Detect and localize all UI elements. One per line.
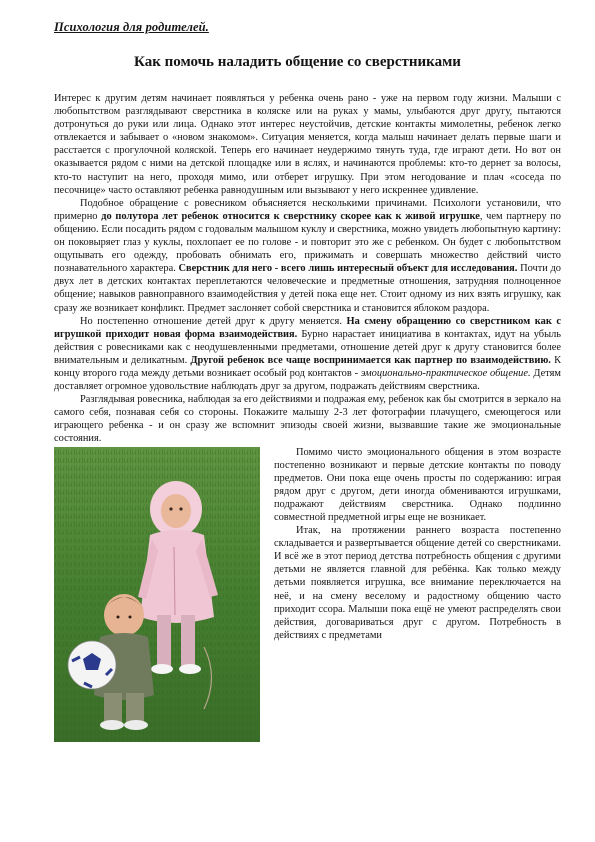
paragraph-3-bold: На смену обращению со сверстником как с игрушкой приходит новая форма взаимодействия. [54,315,561,340]
paragraph-3-text: К концу второго года между детьми возникает особый род контактов - [54,354,562,379]
soccer-ball [68,641,116,689]
paragraph-2-text: Почти до двух лет в детских контактах переплетаются человеческие и предметные отношения, затрудняя полноценное общение; навыков равноправного взаимодействия у детей пока еще нет. Стоит одному из них взять игрушку, как сразу же возникает конфликт. Предмет заслоняет собой сверстника и становится яблоком раздора. [54,263,561,314]
photo-illustration [54,447,260,742]
paragraph-4: Разглядывая ровесника, наблюдая за его действиями и подражая ему, ребенок как бы смотрится в зеркало на самого себя, познавая себя со стороны. Покажите малышу 2-3 лет фотографии плачущего, смеющегося или играющего ребенка - и он сразу же вспомнит эпизоды своей жизни, вызвавшие такие же эмоциональные состояния. [54,394,561,445]
paragraph-3-text: Бурно нарастает инициатива в контактах, идут на убыль действия с ровесниками как с неодушевленными предметами, отношение детей друг к другу становится более внимательным и деликатным. [54,328,561,366]
paragraph-2-bold: Сверстник для него - всего лишь интересный объект для исследования. [178,263,518,275]
paragraph-2-text: Подобное обращение с ровесником объясняется несколькими причинами. Психологи установили, что примерно [54,197,561,222]
paragraph-5: Помимо чисто эмоционального общения в этом возрасте постепенно возникают и первые детские контакты по поводу предметов. Они пока еще очень просты по содержанию: играя рядом друг с другом, дети иногда обмениваются игрушками, подражают действиям сверстника. Однако подлинно совместной предметной игры еще не возникает. [274,446,561,523]
paragraph-2-bold: до полутора лет ребенок относится к сверстнику скорее как к живой игрушке [101,210,480,222]
paragraph-3 [54,315,561,394]
article-body [54,92,561,742]
paragraph-1: Интерес к другим детям начинает появляться у ребенка очень рано - уже на первом году жизни. Малыши с любопытством разглядывают сверстника в коляске или на руках у мамы, улыбаются друг другу, пытаются дотронуться до руки или лица. Однако этот интерес неустойчив, детские контакты мимолетны, ребенок легко отвлекается и забывает о «новом знакомом». Ситуация меняется, когда малыш начинает делать первые шаги и расстается с прогулочной коляской. Теперь его начинает неудержимо тянуть туда, где играют дети. Но вот он оказывается рядом с ними на детской площадке или в яслях, и начинаются проблемы: кто-то дернет за волосы, кто-то наступит на него, проходя мимо, или отберет игрушку. При этом негодование и плач «соседа по песочнице» часто оставляют ребенка равнодушным или вызывают у него искреннее удивление. [54,93,561,196]
paragraph-6: Итак, на протяжении раннего возраста постепенно складывается и развертывается общение детей со сверстниками. И всё же в этот период детства потребность общения с другими детьми не является главной для ребёнка. Как только между детьми появляется игрушка, все внимание переключается на неё, и на смену веселому и радостному общению часто приходит ссора. Малыши пока ещё не умеют распределять свои действия, договариваться друг с другом. Потребность в действиях с предметами [274,525,561,641]
paragraph-3-bold: Другой ребенок все чаще воспринимается как партнер по взаимодействию. [190,354,551,366]
section-label: Психология для родителей. [54,20,209,34]
children-playing-photo [54,447,260,742]
paragraph-2 [54,197,561,315]
article-title: Как помочь наладить общение со сверстниками [134,54,461,70]
paragraph-3-text: Детям доставляет огромное удовольствие наблюдать друг за другом, подражать действиям сверстника. [54,367,562,393]
paragraph-3-italic: эмоционально-практическое общение. [360,367,531,379]
paragraph-2-text: , чем партнеру по общению. Если посадить рядом с годовалым малышом куклу и сверстника, можно увидеть любопытную картину: он поковыряет глаз у куклы, похлопает ее по голове - и повторит это же с ребенком. Он будет с любопытством ощупывать его одежду, пробовать обнимать его, прижимать и совершать множество действий чисто познавательного характера. [54,210,561,275]
paragraph-3-text: Но постепенно отношение детей друг к другу меняется. [80,315,347,327]
